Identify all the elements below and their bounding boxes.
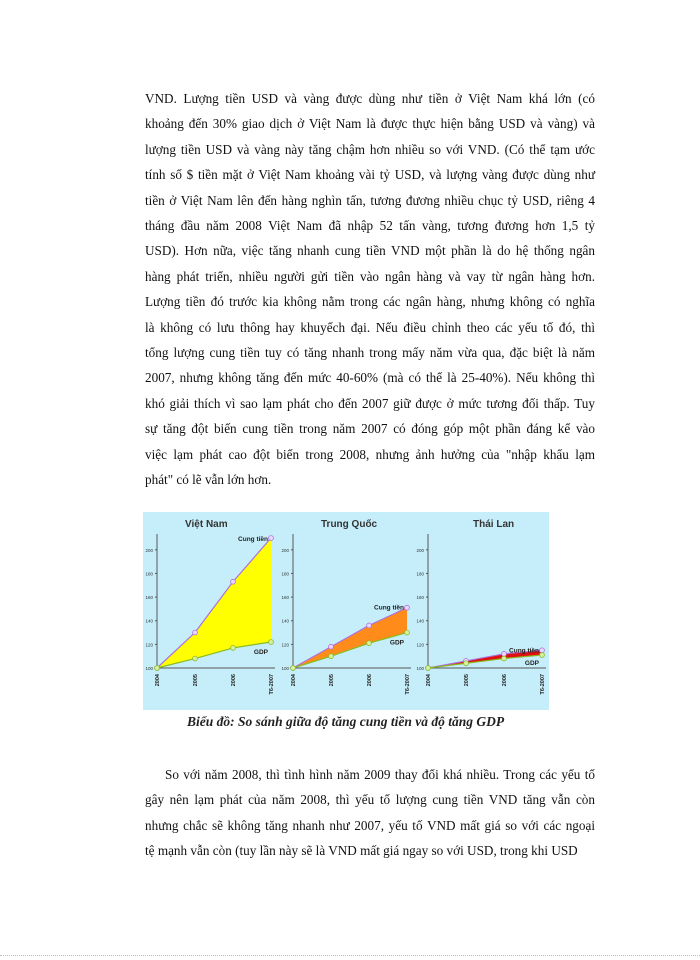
y-tick-label: 200 (281, 547, 289, 553)
y-tick-label: 200 (145, 547, 153, 553)
y-tick-label: 100 (145, 666, 153, 671)
series-label-gdp: GDP (389, 639, 404, 647)
y-tick-label: 200 (416, 547, 424, 553)
x-tick-label: 2005 (193, 674, 199, 687)
x-tick-label: T6-2007 (405, 674, 411, 695)
series-label-cung-tien: Cung tiền (238, 536, 268, 543)
point-gdp (405, 630, 410, 635)
y-tick-label: 120 (281, 642, 289, 648)
point-gdp (155, 666, 160, 671)
y-tick-label: 180 (281, 571, 289, 577)
x-tick-label: 2006 (502, 674, 508, 687)
x-tick-label: T6-2007 (540, 674, 546, 695)
chart-title: Thái Lan (473, 519, 515, 530)
paragraph-1 (145, 86, 595, 493)
text-line: khoảng đến 30% giao dịch ở Việt Nam là được thực hiện bằng USD và vàng) và (145, 116, 595, 132)
text-line: tệ mạnh vẫn còn (tuy lần này sẽ là VND mất giá ngay so với USD, trong khi USD (145, 843, 578, 859)
point-gdp (269, 640, 274, 645)
point-cung-tien (502, 651, 507, 656)
text-line: khó giải thích vì sao lạm phát cho đến 2007 giữ được ở mức tương đối thấp. Tuy (145, 395, 595, 411)
text-line: gây nên lạm phát của năm 2008, thì yếu tố lượng cung tiền VND tăng vẫn còn (145, 792, 595, 808)
point-cung-tien (540, 648, 545, 653)
chart-title: Trung Quốc (321, 519, 378, 530)
text-line: USD). Hơn nữa, việc tăng nhanh cung tiền VND một phần là do hệ thống ngân (145, 243, 595, 259)
text-line: tháng đầu năm 2008 Việt Nam đã nhập 52 tấn vàng, tương đương hơn 1,5 tỷ (145, 218, 595, 234)
point-cung-tien (329, 644, 334, 649)
text-line: sự tăng đột biến cung tiền trong năm 2007 có đóng góp một phần đáng kể vào (145, 421, 595, 437)
page-bottom-divider (0, 955, 700, 956)
y-tick-label: 120 (416, 642, 424, 648)
text-line: 2007, nhưng không tăng đến mức 40-60% (mà có thể là 25-40%). Nếu không thì (145, 370, 595, 386)
y-tick-label: 160 (416, 595, 424, 601)
text-line: phát" có lẽ vẫn lớn hơn. (145, 472, 272, 488)
series-label-gdp: GDP (524, 660, 539, 667)
x-tick-label: 2004 (426, 674, 432, 687)
text-line: tổng lượng cung tiền tuy có tăng nhanh trong mấy năm vừa qua, đặc biệt là năm (145, 345, 595, 361)
point-gdp (367, 641, 372, 646)
y-tick-label: 160 (281, 595, 289, 601)
point-cung-tien (231, 579, 236, 584)
chart-title: Việt Nam (185, 519, 228, 530)
point-gdp (291, 666, 296, 671)
text-line: nhưng chắc sẽ không tăng nhanh như 2007, yếu tố VND mất giá so với các ngoại (145, 817, 595, 833)
y-tick-label: 100 (416, 666, 424, 671)
point-gdp (329, 654, 334, 659)
series-label-cung-tien: Cung tiền (509, 647, 539, 655)
point-gdp (193, 656, 198, 661)
point-gdp (502, 656, 507, 661)
y-tick-label: 140 (416, 618, 424, 624)
text-line: tính số $ tiền mặt ở Việt Nam khoảng vài tỷ USD, và lượng vàng được dùng như (145, 167, 595, 183)
point-cung-tien (193, 630, 198, 635)
x-tick-label: 2005 (329, 674, 335, 687)
comparison-chart (143, 512, 549, 710)
y-tick-label: 140 (281, 618, 289, 624)
text-line: lượng tiền USD và vàng này tăng chậm hơn nhiều so với VND. (Có thể tạm ước (145, 141, 595, 157)
series-label-gdp: GDP (253, 649, 268, 656)
point-cung-tien (367, 623, 372, 628)
text-line: So với năm 2008, thì tình hình năm 2009 thay đổi khá nhiều. Trong các yếu tố (165, 767, 595, 782)
point-cung-tien (269, 536, 274, 541)
y-tick-label: 140 (145, 618, 153, 624)
point-cung-tien (405, 605, 410, 610)
y-tick-label: 180 (145, 571, 153, 577)
point-gdp (464, 661, 469, 666)
y-tick-label: 160 (145, 595, 153, 601)
text-line: Lượng tiền đó trước kia không nằm trong các ngân hàng, nhưng không có nghĩa (145, 294, 595, 310)
text-line: tiền ở Việt Nam lên đến hàng nghìn tấn, tương đương nhiều chục tỷ USD, riêng 4 (145, 192, 595, 208)
text-line: việc lạm phát cao đột biến trong 2008, nhưng ảnh hưởng của "nhập khẩu lạm (145, 446, 595, 462)
series-label-cung-tien: Cung tiền (374, 604, 404, 612)
chart-caption: Biểu đồ: So sánh giữa độ tăng cung tiền và độ tăng GDP (187, 714, 505, 729)
x-tick-label: 2006 (367, 674, 373, 687)
paragraph-2 (145, 762, 595, 864)
x-tick-label: T6-2007 (269, 674, 275, 695)
x-tick-label: 2004 (155, 674, 161, 687)
point-gdp (426, 666, 431, 671)
y-tick-label: 180 (416, 571, 424, 577)
y-tick-label: 100 (281, 666, 289, 671)
chart-panel (143, 512, 549, 710)
x-tick-label: 2005 (464, 674, 470, 687)
text-line: hàng phát triển, nhiều người gửi tiền vào ngân hàng và vay từ ngân hàng hơn. (145, 268, 595, 284)
x-tick-label: 2004 (291, 674, 297, 687)
point-gdp (540, 653, 545, 658)
text-line: VND. Lượng tiền USD và vàng được dùng như tiền ở Việt Nam khá lớn (có (145, 91, 595, 106)
text-line: là không có lưu thông hay khuyếch đại. Nếu điều chỉnh theo các yếu tố đó, thì (145, 319, 595, 335)
y-tick-label: 120 (145, 642, 153, 648)
point-gdp (231, 646, 236, 651)
x-tick-label: 2006 (231, 674, 237, 687)
